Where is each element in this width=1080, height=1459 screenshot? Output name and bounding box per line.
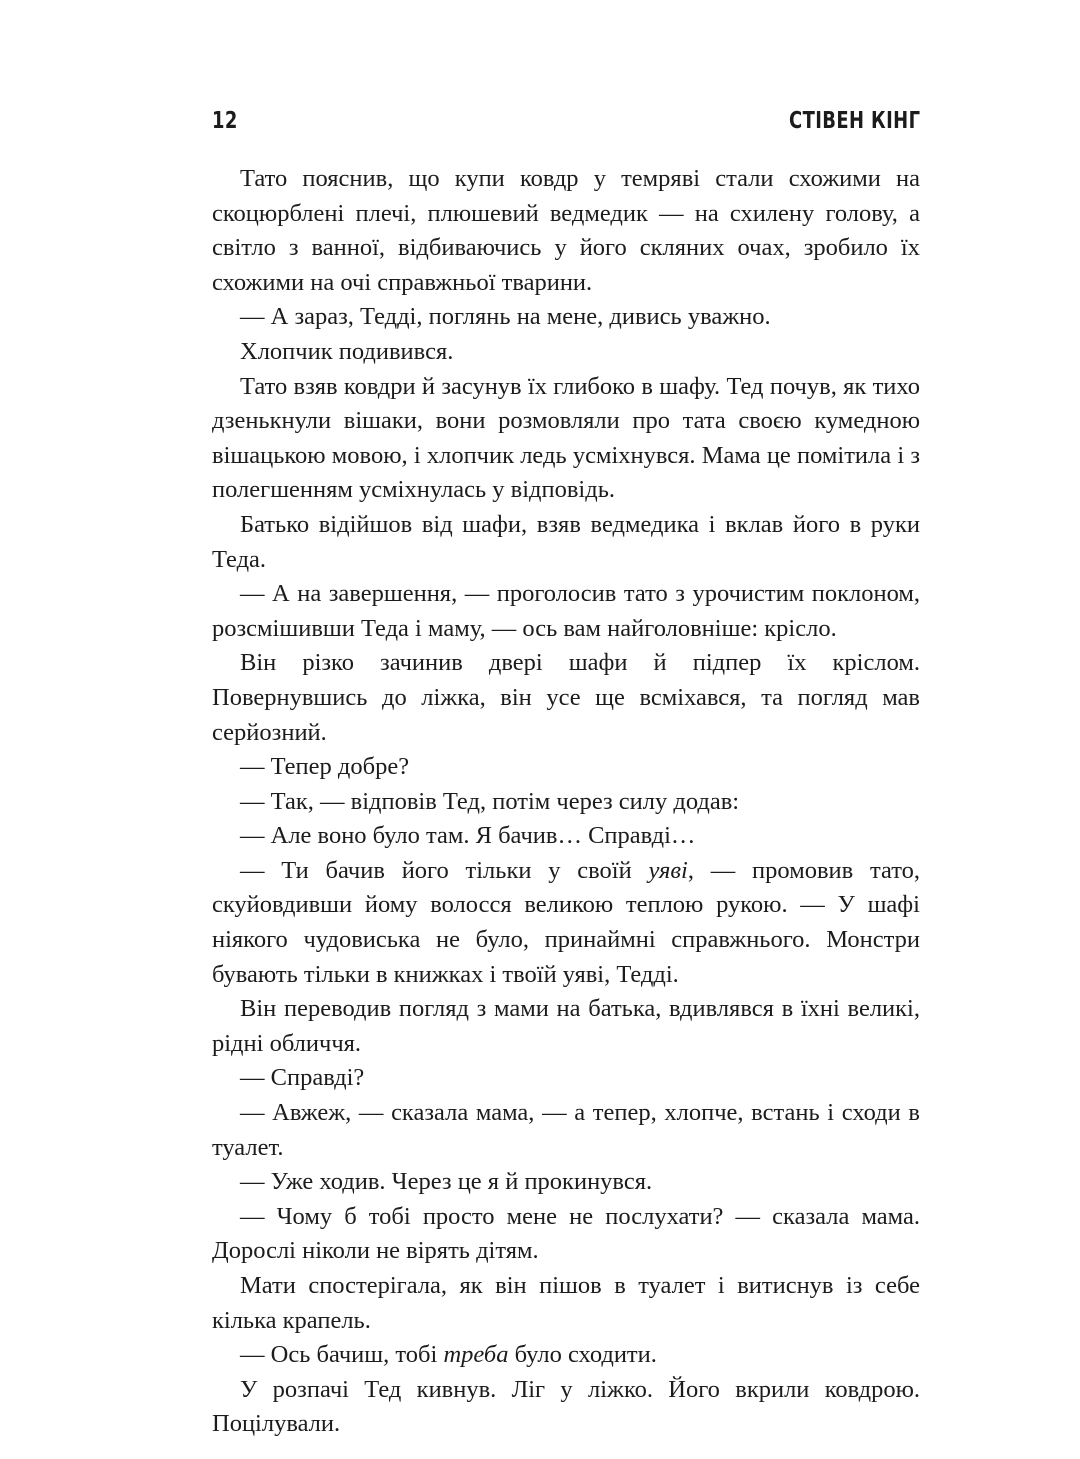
paragraph-text: — Ось бачиш, тобі [240,1341,444,1369]
paragraph [212,750,920,785]
paragraph-text: Мати спостерігала, як він пішов в туалет і витиснув із себе кілька крапель. [212,1272,920,1334]
paragraph [212,577,920,646]
paragraph-emphasis: треба [443,1341,509,1369]
paragraph [212,819,920,854]
paragraph [212,1165,920,1200]
paragraph-text: Тато взяв ковдри й засунув їх глибоко в шафу. Тед почув, як тихо дзенькнули вішаки, вони розмовляли про тата своєю кумедною вішацькою мовою, і хлопчик ледь усміхнувся. Мама це помітила і з полегшенням усміхнулась у відповідь. [212,372,920,504]
paragraph [212,335,920,370]
paragraph-text: — Тепер добре? [240,753,410,781]
paragraph [212,300,920,335]
paragraph [212,1061,920,1096]
paragraph [212,370,920,508]
paragraph-text: — Але воно було там. Я бачив… Справді… [240,822,696,850]
paragraph-text: — Так, — відповів Тед, потім через силу додав: [240,787,740,815]
paragraph-text: — А на завершення, — проголосив тато з урочистим поклоном, розсмішивши Теда і маму, — ось вам найголовніше: крісло. [212,580,920,642]
paragraph [212,1096,920,1165]
paragraph-text: — Чому б тобі просто мене не послухати? — сказала мама. Дорослі ніколи не вірять дітям. [212,1202,920,1265]
body-text [212,162,920,1442]
paragraph [212,646,920,750]
paragraph-text: було сходити. [508,1341,657,1369]
paragraph [212,785,920,820]
running-head [212,104,920,138]
running-head-author: СТІВЕН КІНГ [788,108,920,134]
paragraph-text: Хлопчик подивився. [240,337,454,365]
paragraph-text: — Ти бачив його тільки у своїй [240,856,649,884]
paragraph [212,992,920,1061]
paragraph [212,162,920,300]
paragraph [212,1338,920,1373]
paragraph-text: Батько відійшов від шафи, взяв ведмедика і вклав його в руки Теда. [212,510,920,573]
paragraph-text: У розпачі Тед кивнув. Ліг у ліжко. Його вкрили ковдрою. Поцілували. [212,1375,920,1438]
paragraph [212,1373,920,1442]
page-number: 12 [212,108,238,134]
paragraph-text: Він переводив погляд з мами на батька, вдивлявся в їхні великі, рідні обличчя. [212,995,920,1057]
paragraph-text: , — промовив тато, скуйовдивши йому волосся великою теплою рукою. — У шафі ніякого чудовиська не було, принаймні справжнього. Монстри бувають тільки в книжках і твоїй уяві, Тедді. [212,856,920,988]
paragraph [212,1200,920,1269]
paragraph-text: — Уже ходив. Через це я й прокинувся. [240,1168,653,1196]
paragraph-text: — А зараз, Тедді, поглянь на мене, дивись уважно. [240,303,771,331]
paragraph-text: Він різко зачинив двері шафи й підпер їх кріслом. Повернувшись до ліжка, він усе ще всміхався, та погляд мав серйозний. [212,649,920,746]
paragraph-text: — Авжеж, — сказала мама, — а тепер, хлопче, встань і сходи в туалет. [212,1099,920,1161]
paragraph-text: Тато пояснив, що купи ковдр у темряві стали схожими на скоцюрблені плечі, плюшевий ведмедик — на схилену голову, а світло з ванної, відбиваючись у його скляних очах, зробило їх схожими на очі справжньої тварини. [212,165,920,296]
paragraph-emphasis: уяві [648,856,688,884]
paragraph [212,854,920,992]
paragraph [212,1269,920,1338]
paragraph-text: — Справді? [240,1064,365,1092]
paragraph [212,508,920,577]
